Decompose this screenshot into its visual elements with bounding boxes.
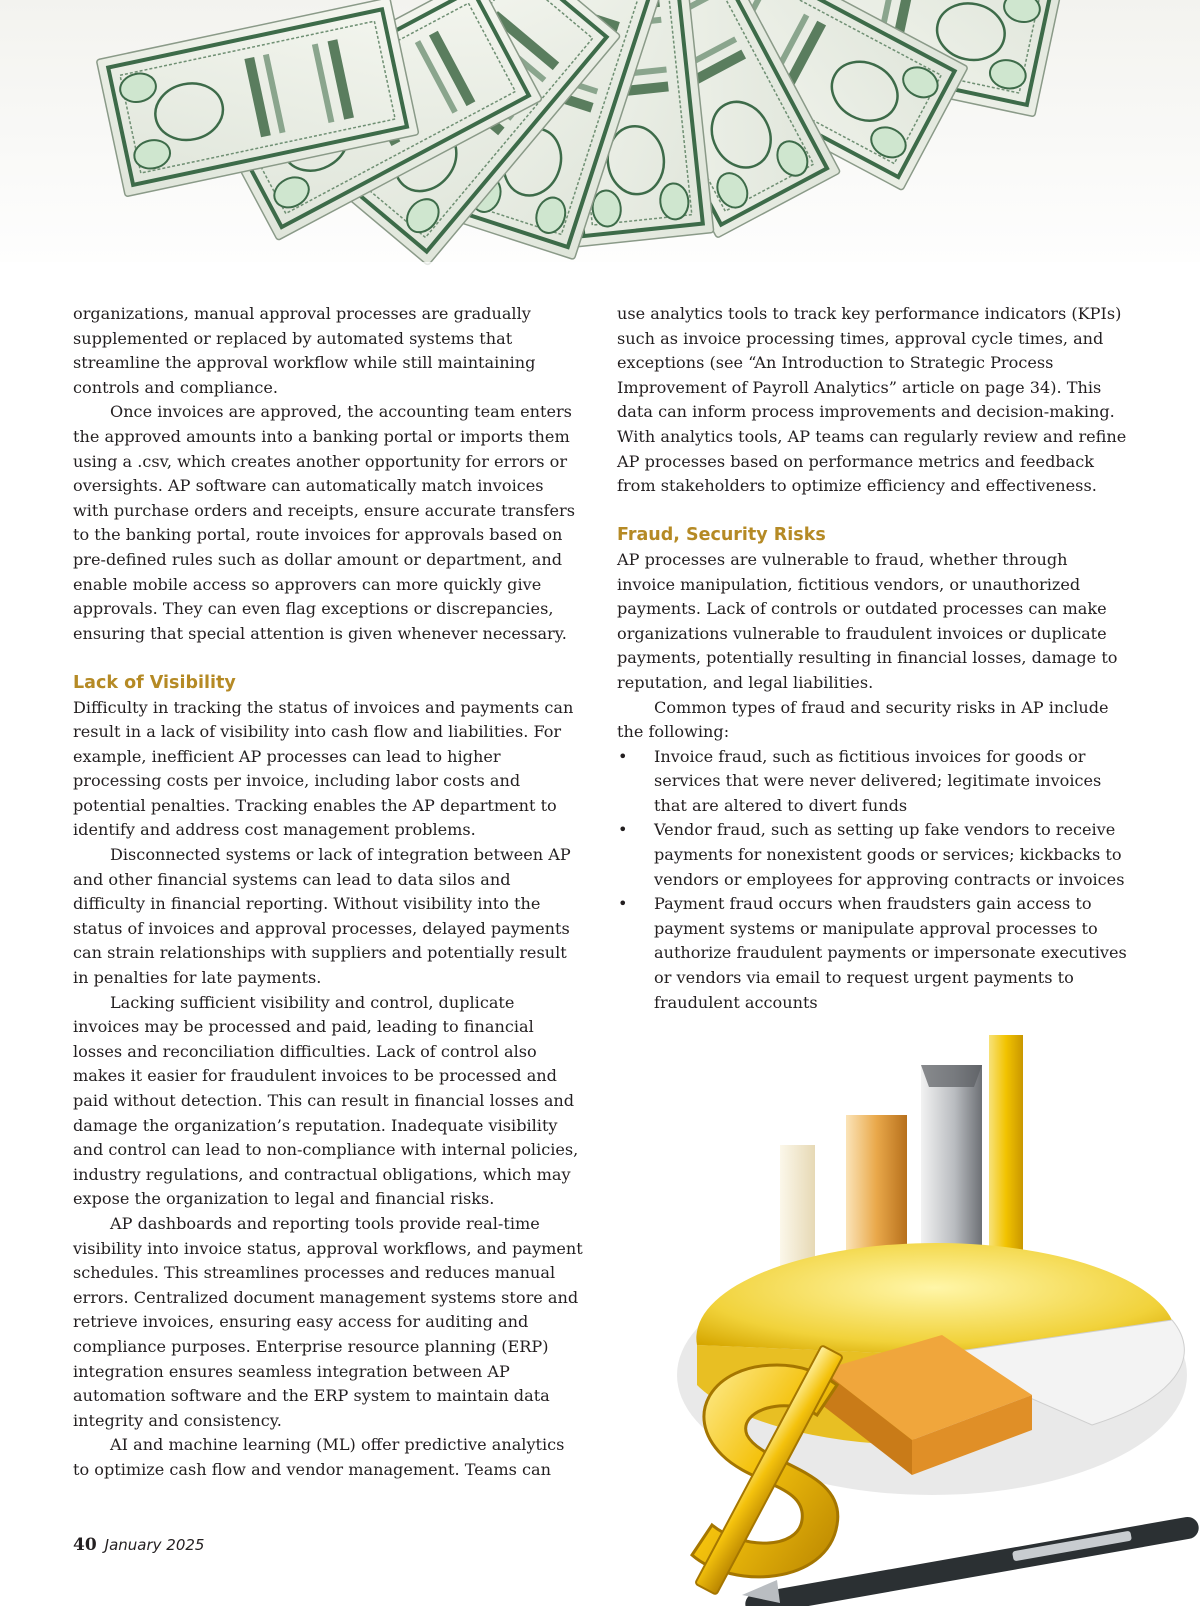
- spacer: [73, 646, 583, 671]
- list-item-text: Invoice fraud, such as fictitious invoices for goods or services that were never delivered; legitimate invoices that are altered to divert funds: [654, 746, 1102, 815]
- right-column: [617, 302, 1127, 1015]
- chart-illustration: [612, 1035, 1200, 1606]
- list-item: [617, 892, 1127, 1015]
- paragraph: AP processes are vulnerable to fraud, whether through invoice manipulation, fictitious vendors, or unauthorized payments. Lack of controls or outdated processes can make organizations vulnerable to fraudulent invoices or duplicate payments, potentially resulting in financial losses, damage to reputation, and legal liabilities.: [617, 549, 1118, 692]
- paragraph: AP dashboards and reporting tools provide real-time visibility into invoice status, approval workflows, and payment schedules. This streamlines processes and reduces manual errors. Centralized document management systems store and retrieve invoices, ensuring easy access for auditing and compliance purposes. Enterprise resource planning (ERP) integration ensures seamless integration between AP automation software and the ERP system to maintain data integrity and consistency.: [73, 1213, 583, 1430]
- page-number: 40: [73, 1535, 97, 1555]
- left-column: [73, 302, 583, 1483]
- banner-image-money-fan: [0, 0, 1200, 292]
- page-footer: [73, 1535, 204, 1559]
- section-heading-lack-of-visibility: Lack of Visibility: [73, 672, 236, 693]
- fraud-types-list: [617, 745, 1127, 1016]
- paragraph: Lacking sufficient visibility and control, duplicate invoices may be processed and paid, leading to financial losses and reconciliation difficulties. Lack of control also makes it easier for fraudulent invoices to be processed and paid without detection. This can result in financial losses and damage the organization’s reputation. Inadequate visibility and control can lead to non-compliance with internal policies, industry regulations, and contractual obligations, which may expose the organization to legal and financial risks.: [73, 992, 579, 1209]
- paragraph: organizations, manual approval processes are gradually supplemented or replaced by automated systems that streamline the approval workflow while still maintaining controls and compliance.: [73, 304, 536, 397]
- paragraph: AI and machine learning (ML) offer predictive analytics to optimize cash flow and vendor management. Teams can: [73, 1435, 565, 1479]
- list-item: [617, 745, 1127, 819]
- bullet-icon: •: [618, 894, 628, 914]
- paragraph: use analytics tools to track key performance indicators (KPIs) such as invoice processing times, approval cycle times, and exceptions (see “An Introduction to Strategic Process Improvement of Payroll Analytics” article on page 34). This data can inform process improvements and decision-making. With analytics tools, AP teams can regularly review and refine AP processes based on performance metrics and feedback from stakeholders to optimize efficiency and effectiveness.: [617, 304, 1127, 496]
- paragraph: Common types of fraud and security risks in AP include the following:: [617, 697, 1109, 742]
- spacer: [617, 499, 1127, 524]
- paragraph: Disconnected systems or lack of integration between AP and other financial systems can lead to data silos and difficulty in financial reporting. Without visibility into the status of invoices and approval processes, delayed payments can strain relationships with suppliers and potentially result in penalties for late payments.: [73, 845, 571, 988]
- paragraph: Difficulty in tracking the status of invoices and payments can result in a lack of visibility into cash flow and liabilities. For example, inefficient AP processes can lead to higher processing costs per invoice, including labor costs and potential penalties. Tracking enables the AP department to identify and address cost management problems.: [73, 697, 574, 840]
- list-item-text: Payment fraud occurs when fraudsters gain access to payment systems or manipulate approval processes to authorize fraudulent payments or impersonate executives or vendors via email to request urgent payments to fraudulent accounts: [654, 894, 1127, 1012]
- bullet-icon: •: [618, 746, 628, 766]
- section-heading-fraud-security-risks: Fraud, Security Risks: [617, 525, 826, 546]
- paragraph: Once invoices are approved, the accounting team enters the approved amounts into a banking portal or imports them using a .csv, which creates another opportunity for errors or oversights. AP software can automatically match invoices with purchase orders and receipts, ensure accurate transfers to the banking portal, route invoices for approvals based on pre-defined rules such as dollar amount or department, and enable mobile access so approvers can more quickly give approvals. They can even flag exceptions or discrepancies, ensuring that special attention is given whenever necessary.: [73, 402, 575, 643]
- issue-date: January 2025: [104, 1536, 205, 1554]
- list-item: [617, 818, 1127, 892]
- bullet-icon: •: [618, 820, 628, 840]
- list-item-text: Vendor fraud, such as setting up fake vendors to receive payments for nonexistent goods or services; kickbacks to vendors or employees for approving contracts or invoices: [654, 820, 1125, 889]
